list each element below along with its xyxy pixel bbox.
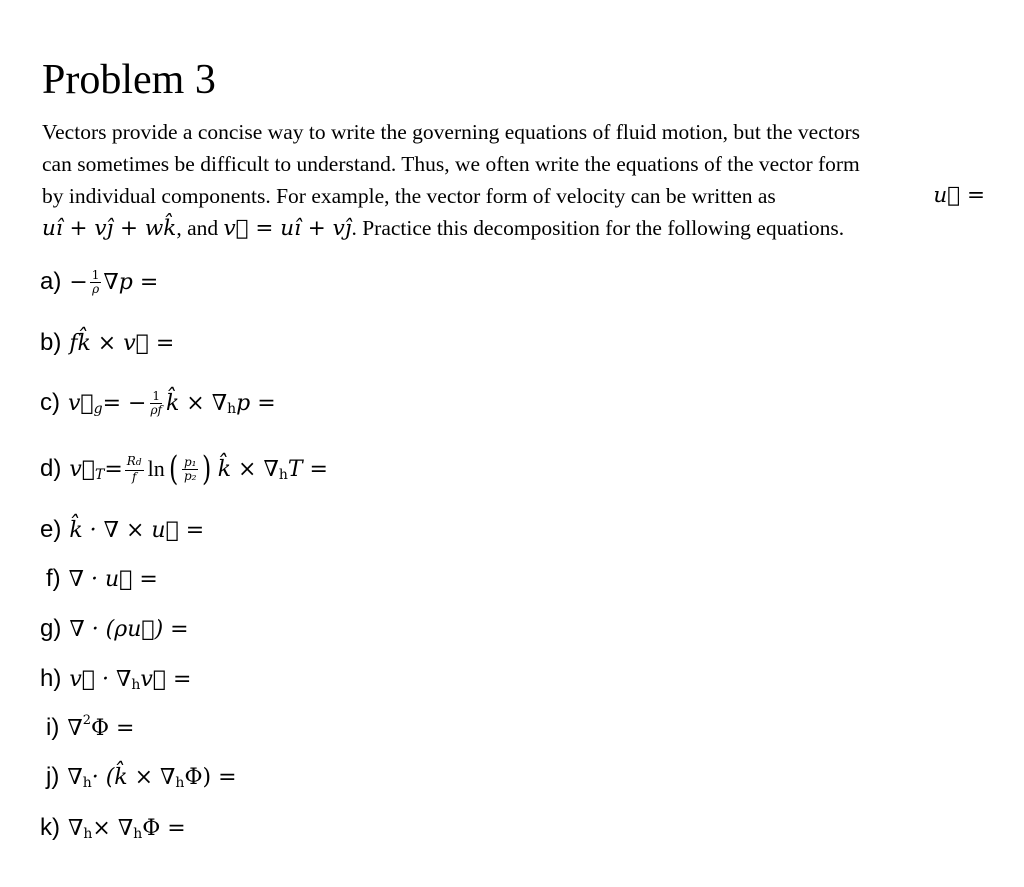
fraction-numerator: 1 [91,267,100,282]
equation-j [67,765,236,790]
subscript: h [227,401,237,417]
pressure-ratio [182,456,199,483]
subscript: T [94,467,105,483]
equation-g: ∇ · (ρu⃗) = [69,616,189,642]
equation-pre: ∇ [67,715,83,741]
item-h [40,659,191,699]
item-f [46,559,158,599]
subscript: g [93,401,103,417]
item-j [46,757,237,797]
equation-a [69,269,158,296]
right-paren: ) [202,449,212,489]
equation-k [68,816,186,841]
equation-i [67,712,135,741]
numerator-symbol: R [126,453,136,468]
equation-lhs: v⃗ [69,456,95,482]
equation-tail: T = [287,456,328,482]
intro-line-3 [42,180,1007,212]
equation-e: k̂ · ∇ × u⃗ = [69,517,205,543]
intro-line-1: Vectors provide a concise way to write the governing equations of fluid motion, but the vectors [42,120,860,144]
item-g [40,609,189,649]
left-paren: ( [168,449,178,489]
pressure-denominator: p₂ [183,468,197,483]
fraction [90,269,102,296]
subscript: h [278,467,288,483]
fraction-denominator: f [131,469,137,484]
minus-sign: − [69,269,88,295]
item-c [40,383,276,423]
problem-intro [42,116,1007,244]
equation-pre: ∇ [68,815,84,841]
fraction [125,455,144,484]
item-b [40,323,174,363]
subscript: h [82,775,92,791]
item-label: d) [40,455,62,482]
intro-line-3-math: u⃗ = [933,183,985,208]
equation-mid: = − [102,390,147,416]
equation-mid: · (k̂ × ∇ [91,764,176,790]
equation-mid: = [104,456,123,482]
subscript: h [133,826,143,842]
equation-mid: × ∇ [92,815,134,841]
item-label: a) [40,268,62,295]
item-i [46,708,134,748]
pressure-numerator: p₁ [183,454,197,469]
equation-post: Φ = [142,815,186,841]
equation-post: Φ) = [184,764,237,790]
fraction-numerator [125,455,144,471]
item-label: j) [46,763,60,790]
intro-line-4-math-1: uî + vĵ + wk̂ [42,216,177,241]
fraction-denominator: ρ [92,281,100,296]
intro-line-4 [42,212,1007,244]
equation-rest: k̂ × ∇ [165,390,228,416]
equation-post: Φ = [90,715,135,741]
numerator-subscript: d [135,457,142,468]
equation-rest: ∇p = [103,269,159,295]
fraction [148,390,164,417]
subscript: h [131,677,141,693]
equation-pre: ∇ [67,764,83,790]
fraction-denominator: ρf [150,402,162,417]
equation-f: ∇ · u⃗ = [68,566,158,592]
item-a [40,262,158,302]
item-label: b) [40,329,62,356]
fraction-numerator: 1 [152,388,161,403]
intro-line-4-text-1: , and [176,216,224,240]
equation-d [69,449,328,489]
subscript: h [175,775,185,791]
item-label: f) [46,565,61,592]
item-label: i) [46,714,60,741]
intro-line-4-text-2: . Practice this decomposition for the following equations. [351,216,845,240]
intro-line-2: can sometimes be difficult to understand. Thus, we often write the equations of the vector form [42,152,860,176]
superscript: 2 [82,712,91,728]
item-label: h) [40,665,62,692]
equation-b: fk̂ × v⃗ = [69,330,175,356]
equation-pre: v⃗ · ∇ [69,666,132,692]
subscript: h [83,826,93,842]
equation-lhs: v⃗ [68,390,94,416]
intro-line-3-text: by individual components. For example, the vector form of velocity can be written as [42,184,776,208]
ln-function: ln [147,456,165,481]
problem-title: Problem 3 [42,57,216,103]
item-e [40,510,204,550]
intro-line-4-math-2: v⃗ = uî + vĵ [223,216,352,241]
item-label: e) [40,516,62,543]
equation-c [68,390,276,417]
item-label: g) [40,615,62,642]
item-label: k) [40,814,60,841]
equation-h [69,667,191,692]
item-k [40,808,186,848]
equation-rest: k̂ × ∇ [217,456,279,482]
equation-post: v⃗ = [140,666,192,692]
item-d [40,449,328,489]
item-label: c) [40,389,60,416]
equation-tail: p = [236,390,276,416]
